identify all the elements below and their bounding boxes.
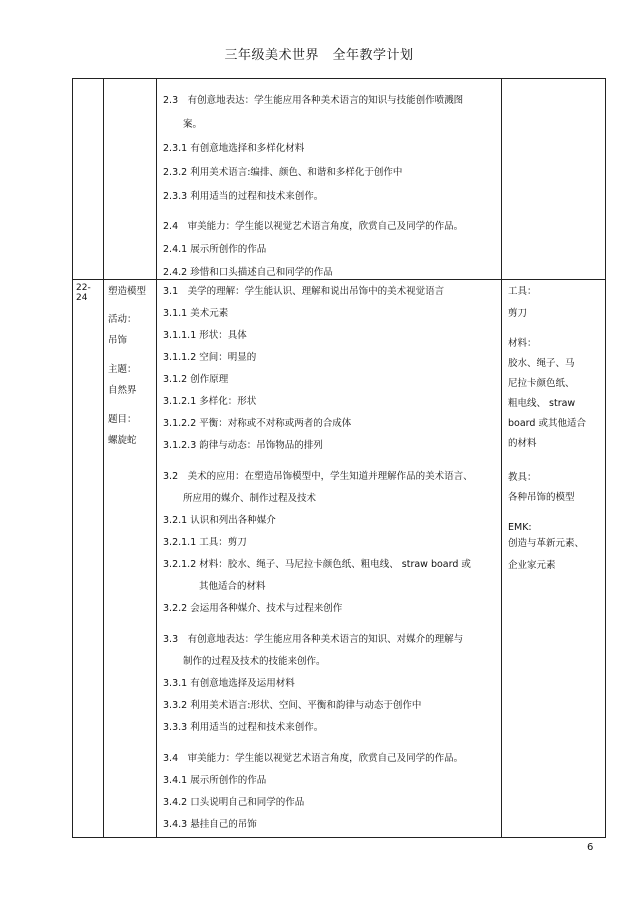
content-line: 其他适合的材料: [199, 581, 266, 592]
content-line: 3.1.2.3 韵律与动态：吊饰物品的排列: [163, 440, 323, 451]
week-number: 22-: [76, 283, 91, 293]
content-line: 3.3.1 有创意地选择及运用材料: [163, 678, 295, 689]
content-line: 3.4.1 展示所创作的作品: [163, 775, 267, 786]
content-cell: [157, 79, 502, 280]
content-line: 3.1.2.1 多样化：形状: [163, 396, 257, 407]
content-line: 3.4 审美能力：学生能以视觉艺术语言角度，欣赏自己及同学的作品。: [163, 753, 464, 764]
materials-line: 胶水、绳子、马: [508, 358, 575, 369]
page-title: 三年级美术世界 全年教学计划: [224, 48, 414, 63]
content-line: 2.3 有创意地表达：学生能应用各种美术语言的知识与技能创作喷溅图: [163, 95, 464, 106]
unit-cell: [104, 280, 157, 838]
content-line: 3.1 美学的理解：学生能认识、理解和说出吊饰中的美术视觉语言: [163, 286, 445, 297]
teaching-plan-table: [72, 78, 606, 838]
content-line: 3.3 有创意地表达：学生能应用各种美术语言的知识、对媒介的理解与: [163, 634, 464, 645]
emk-label: EMK:: [508, 522, 532, 533]
content-line: 3.4.2 口头说明自己和同学的作品: [163, 797, 305, 808]
content-line: 2.3.2 利用美术语言:编排、颜色、和谐和多样化于创作中: [163, 167, 403, 178]
content-line: 3.2.1.1 工具：剪刀: [163, 537, 247, 548]
week-cell: [73, 79, 104, 280]
content-line: 3.2.1.2 材料：胶水、绳子、马尼拉卡颜色纸、粗电线、 straw board 或: [163, 559, 471, 570]
content-line: 3.1.1 美术元素: [163, 308, 229, 319]
resources-cell: [502, 280, 606, 838]
content-line: 3.3.2 利用美术语言:形状、空间、平衡和韵律与动态于创作中: [163, 700, 422, 711]
content-line: 3.4.3 悬挂自己的吊饰: [163, 819, 257, 830]
content-line: 2.3.3 利用适当的过程和技术来创作。: [163, 191, 324, 202]
teaching-aid-value: 各种吊饰的模型: [508, 492, 575, 503]
tools-label: 工具：: [508, 286, 537, 297]
week-number: 24: [76, 293, 88, 303]
topic-value: 螺旋蛇: [108, 435, 137, 446]
content-line: 3.1.1.1 形状：具体: [163, 330, 247, 341]
topic-label: 题目：: [108, 414, 137, 425]
content-line: 3.3.3 利用适当的过程和技术来创作。: [163, 722, 324, 733]
content-line: 案。: [183, 119, 203, 130]
content-line: 2.4 审美能力：学生能以视觉艺术语言角度，欣赏自己及同学的作品。: [163, 221, 464, 232]
materials-line: 尼拉卡颜色纸、: [508, 378, 575, 389]
content-line: 3.1.2 创作原理: [163, 374, 229, 385]
materials-line: 的材料: [508, 438, 537, 449]
activity-label: 活动：: [108, 314, 137, 325]
content-line: 2.4.2 珍惜和口头描述自己和同学的作品: [163, 267, 333, 278]
content-cell: [157, 280, 502, 838]
table-row: [73, 79, 606, 280]
content-line: 3.1.2.2 平衡：对称或不对称或两者的合成体: [163, 418, 352, 429]
materials-line: 粗电线、 straw: [508, 398, 576, 409]
content-line: 3.2 美术的应用：在塑造吊饰模型中，学生知道并理解作品的美术语言、: [163, 471, 473, 482]
content-line: 制作的过程及技术的技能来创作。: [183, 656, 326, 667]
content-line: 2.4.1 展示所创作的作品: [163, 244, 267, 255]
unit-name: 塑造模型: [108, 286, 147, 297]
tools-value: 剪刀: [508, 308, 528, 319]
unit-cell: [104, 79, 157, 280]
theme-value: 自然界: [108, 385, 137, 396]
theme-label: 主题：: [108, 364, 137, 375]
content-line: 所应用的媒介、制作过程及技术: [183, 493, 317, 504]
materials-label: 材料：: [508, 338, 537, 349]
table-row: [73, 280, 606, 838]
resources-cell: [502, 79, 606, 280]
page-number: 6: [587, 842, 594, 853]
content-line: 2.3.1 有创意地选择和多样化材料: [163, 143, 305, 154]
emk-line: 企业家元素: [508, 560, 556, 571]
emk-line: 创造与革新元素、: [508, 538, 585, 549]
content-line: 3.2.2 会运用各种媒介、技术与过程来创作: [163, 603, 343, 614]
content-line: 3.2.1 认识和列出各种媒介: [163, 515, 276, 526]
teaching-aid-label: 教具：: [508, 472, 537, 483]
week-cell: [73, 280, 104, 838]
content-line: 3.1.1.2 空间：明显的: [163, 352, 257, 363]
activity-value: 吊饰: [108, 335, 128, 346]
materials-line: board 或其他适合: [508, 418, 586, 429]
